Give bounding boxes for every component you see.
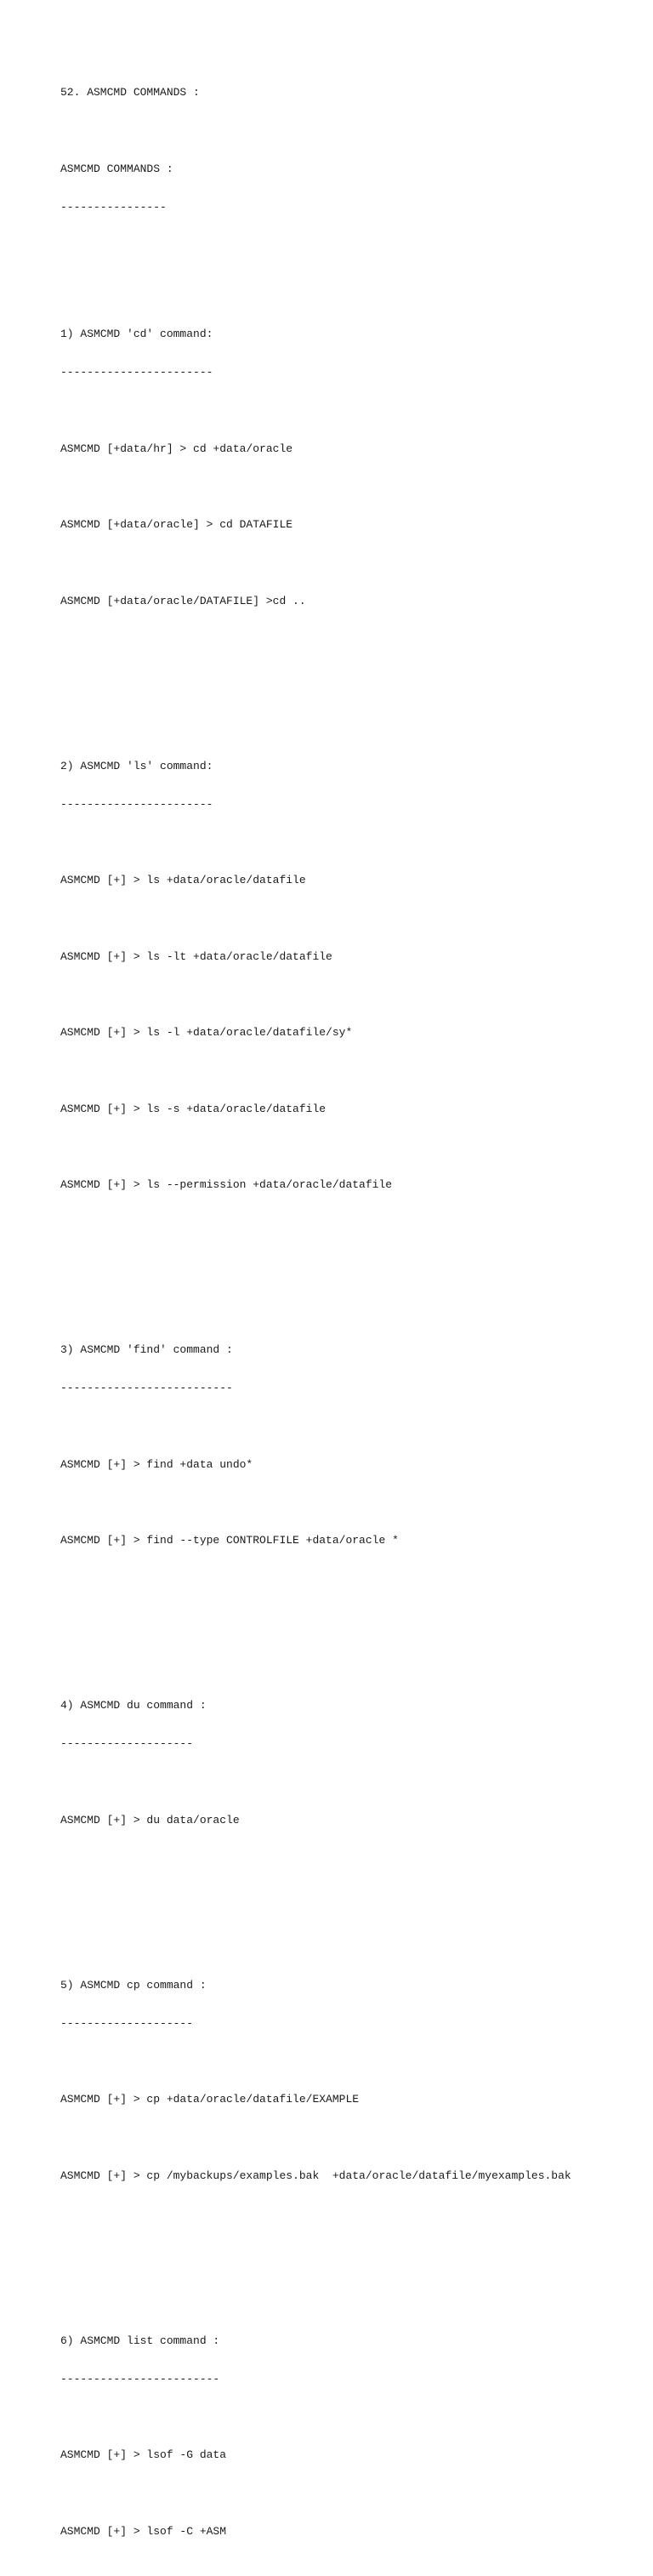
command-line: ASMCMD [+] > lsof -G data bbox=[60, 2448, 227, 2461]
spacer bbox=[60, 556, 639, 569]
command-line: ASMCMD [+] > find +data undo* bbox=[60, 1457, 253, 1471]
command-line: ASMCMD [+] > du data/oracle bbox=[60, 1813, 240, 1827]
spacer bbox=[60, 2055, 639, 2068]
spacer bbox=[60, 633, 639, 658]
spacer bbox=[60, 1064, 639, 1077]
heading-rule: ---------------- bbox=[60, 200, 167, 214]
spacer bbox=[60, 2131, 639, 2144]
section-title: 2) ASMCMD 'ls' command: bbox=[60, 759, 213, 772]
section-cd bbox=[60, 302, 639, 683]
spacer bbox=[60, 239, 639, 252]
command-line: ASMCMD [+data/hr] > cd +data/oracle bbox=[60, 442, 293, 455]
command-line: ASMCMD [+] > lsof -C +ASM bbox=[60, 2524, 227, 2538]
spacer bbox=[60, 1141, 639, 1154]
spacer bbox=[60, 2208, 639, 2232]
section-cp bbox=[60, 1953, 639, 2258]
spacer bbox=[60, 481, 639, 493]
section-rule: -------------------- bbox=[60, 2016, 194, 2030]
command-line: ASMCMD [+] > ls +data/oracle/datafile bbox=[60, 874, 306, 886]
command-line: ASMCMD [+] > ls --permission +data/oracle/datafile bbox=[60, 1178, 393, 1191]
section-title: 5) ASMCMD cp command : bbox=[60, 1978, 207, 1992]
section-title: 6) ASMCMD list command : bbox=[60, 2334, 220, 2347]
spacer bbox=[60, 1572, 639, 1597]
spacer bbox=[60, 1496, 639, 1509]
command-line: ASMCMD [+] > ls -lt +data/oracle/datafile bbox=[60, 949, 332, 963]
section-ls bbox=[60, 734, 639, 1268]
section-rule: ----------------------- bbox=[60, 797, 213, 811]
section-rule: ----------------------- bbox=[60, 366, 213, 379]
spacer bbox=[60, 1420, 639, 1433]
command-line: ASMCMD [+data/oracle] > cd DATAFILE bbox=[60, 518, 293, 531]
spacer bbox=[60, 1775, 639, 1788]
command-line: ASMCMD [+] > find --type CONTROLFILE +data/oracle * bbox=[60, 1534, 399, 1547]
section-title: 3) ASMCMD 'find' command : bbox=[60, 1343, 233, 1356]
command-line: ASMCMD [+] > ls -l +data/oracle/datafile/sy* bbox=[60, 1026, 353, 1039]
command-line: ASMCMD [+] > cp +data/oracle/datafile/EXAMPLE bbox=[60, 2093, 360, 2106]
spacer bbox=[60, 2411, 639, 2424]
spacer bbox=[60, 404, 639, 417]
document-page bbox=[60, 60, 639, 2576]
section-title: 4) ASMCMD du command : bbox=[60, 1699, 207, 1712]
spacer bbox=[60, 836, 639, 849]
command-line: ASMCMD [+] > cp /mybackups/examples.bak +data/oracle/datafile/myexamples.bak bbox=[60, 2169, 571, 2182]
document-title: 52. ASMCMD COMMANDS : bbox=[60, 86, 200, 99]
command-line: ASMCMD [+] > ls -s +data/oracle/datafile bbox=[60, 1102, 326, 1115]
section-title: 1) ASMCMD 'cd' command: bbox=[60, 328, 213, 340]
section-find bbox=[60, 1318, 639, 1622]
section-list bbox=[60, 2309, 639, 2563]
section-rule: ------------------------ bbox=[60, 2372, 220, 2385]
spacer bbox=[60, 989, 639, 1001]
section-rule: -------------------- bbox=[60, 1737, 194, 1750]
spacer bbox=[60, 912, 639, 925]
spacer bbox=[60, 2487, 639, 2499]
document-heading: ASMCMD COMMANDS : bbox=[60, 162, 173, 175]
spacer bbox=[60, 1852, 639, 1877]
command-line: ASMCMD [+data/oracle/DATAFILE] >cd .. bbox=[60, 594, 306, 607]
section-du bbox=[60, 1673, 639, 1902]
spacer bbox=[60, 1217, 639, 1241]
spacer bbox=[60, 124, 639, 137]
section-rule: -------------------------- bbox=[60, 1382, 233, 1394]
